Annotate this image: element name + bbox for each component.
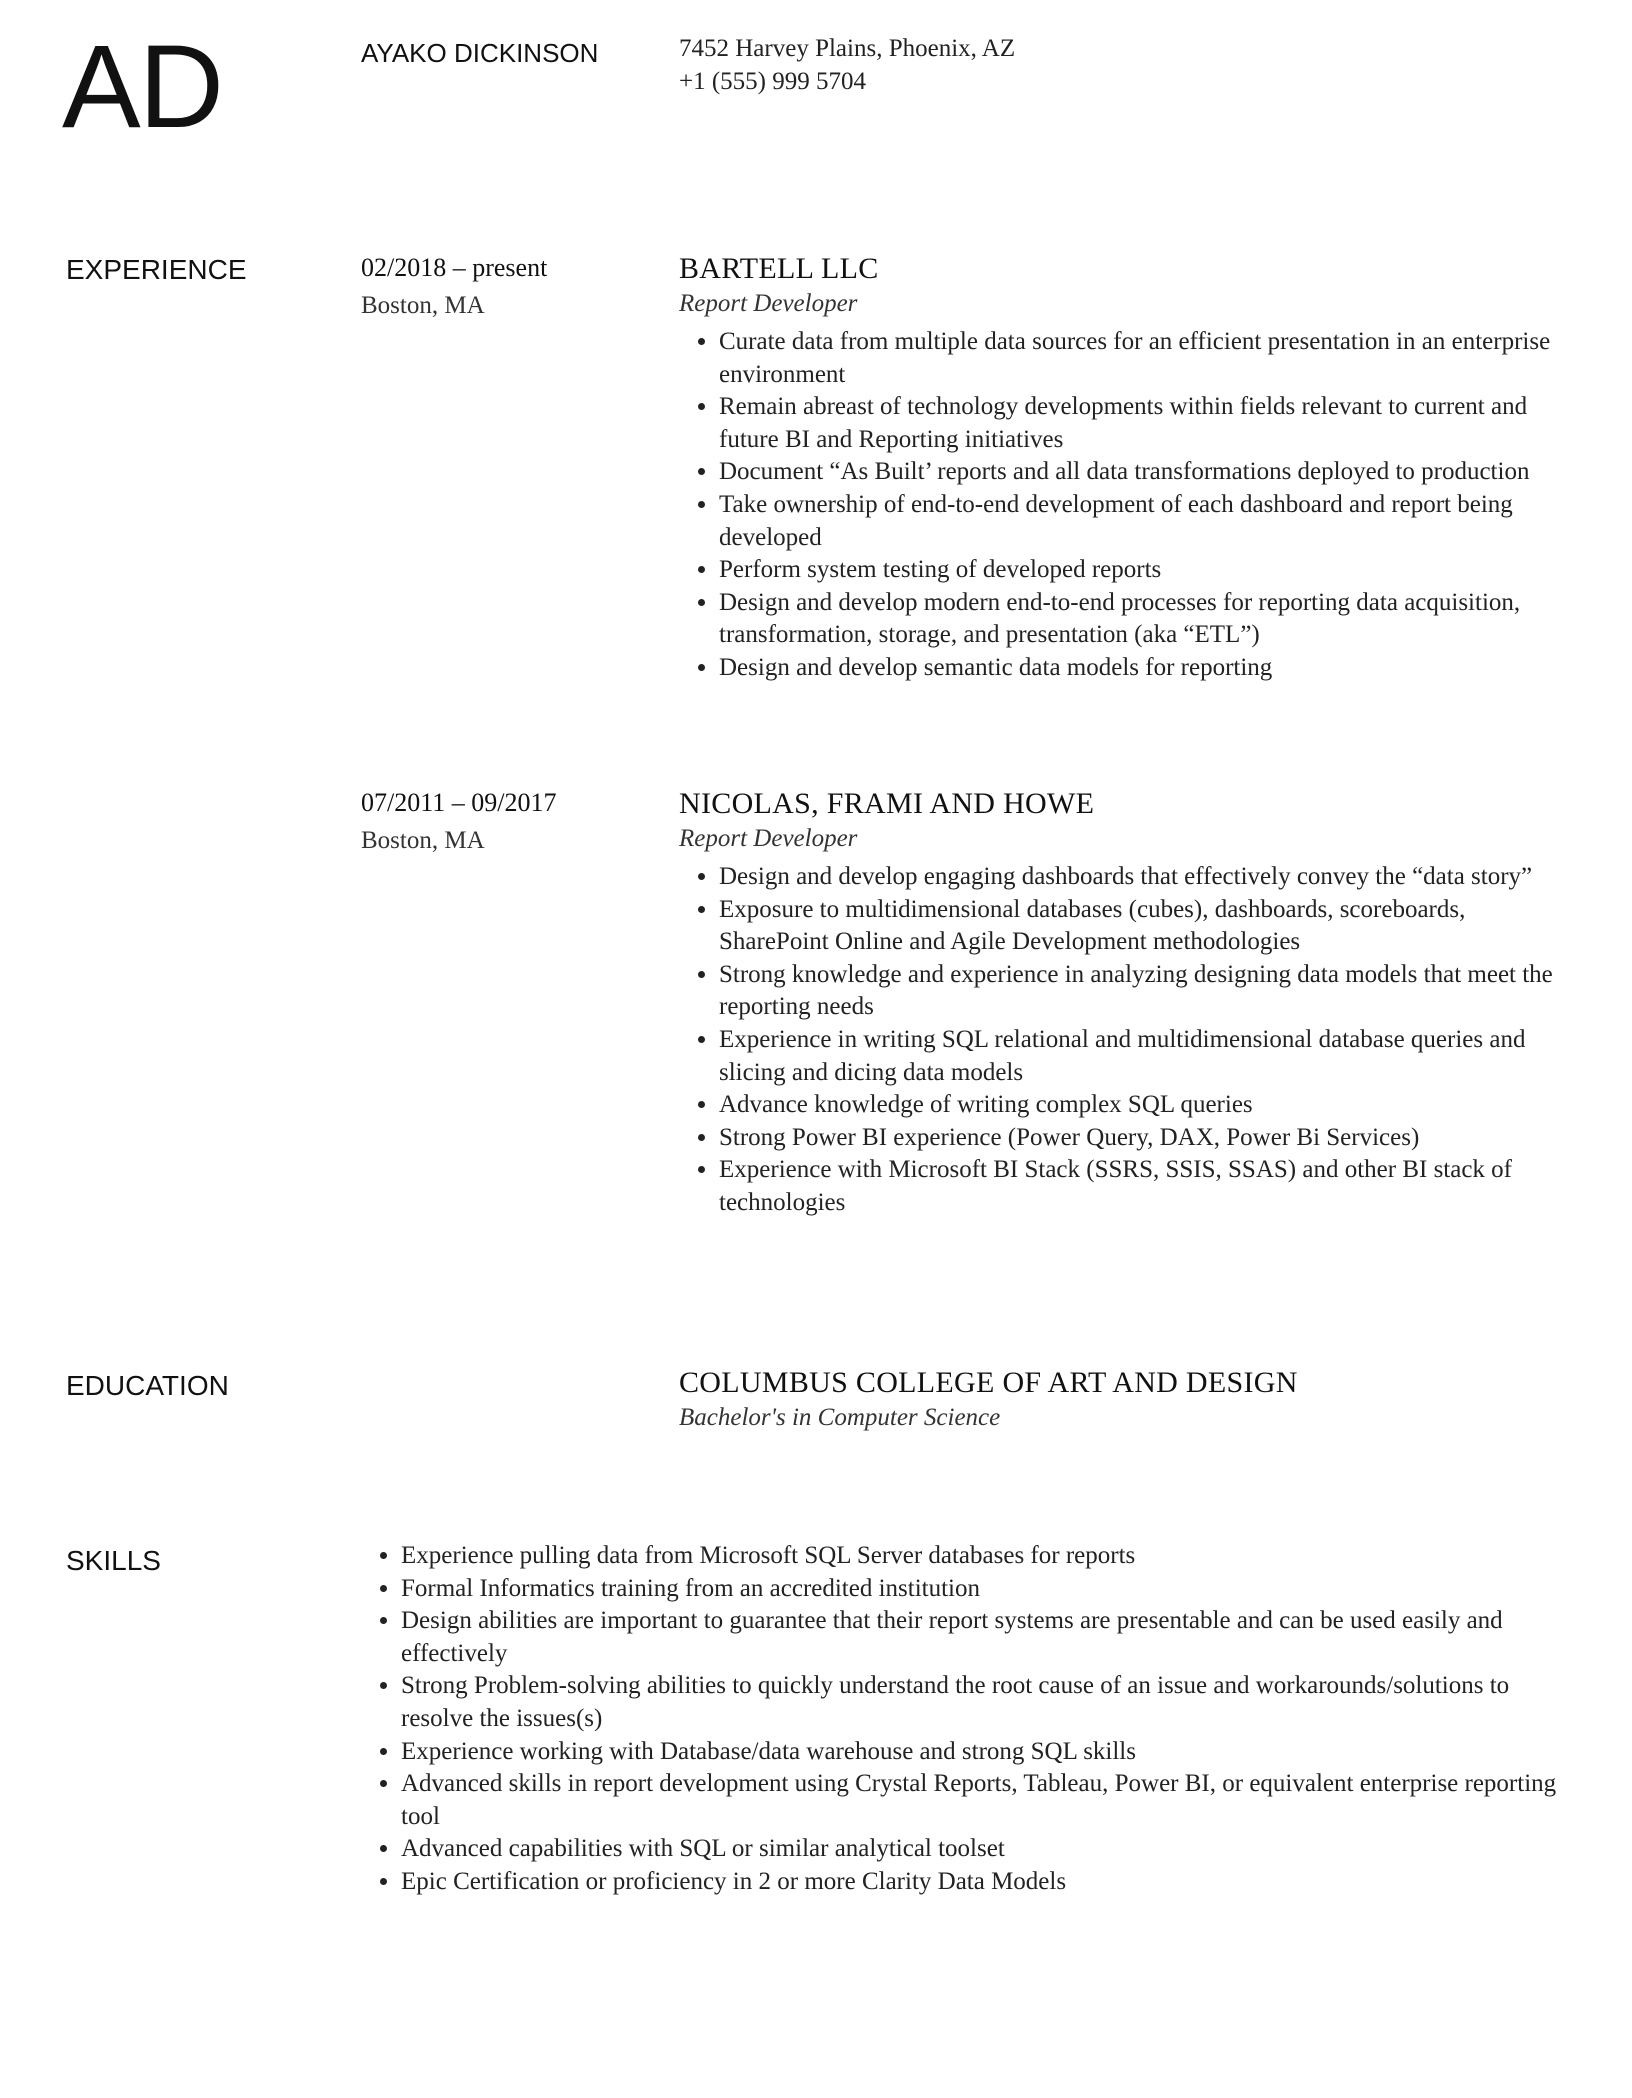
school-name: COLUMBUS COLLEGE OF ART AND DESIGN xyxy=(679,1366,1298,1399)
candidate-name: AYAKO DICKINSON xyxy=(361,38,599,68)
list-item: • Design abilities are important to guarantee that their report systems are presentable and can be used easily and effectively xyxy=(401,1605,1561,1670)
section-title-skills: SKILLS xyxy=(66,1545,161,1576)
degree: Bachelor's in Computer Science xyxy=(679,1404,1001,1431)
job-dates: 07/2011 – 09/2017 xyxy=(361,788,557,817)
address: 7452 Harvey Plains, Phoenix, AZ xyxy=(679,35,1016,62)
list-item: • Strong Power BI experience (Power Query, DAX, Power Bi Services) xyxy=(719,1122,1559,1155)
phone: +1 (555) 999 5704 xyxy=(679,68,866,95)
list-item: • Formal Informatics training from an accredited institution xyxy=(401,1573,1561,1606)
list-item: • Advanced skills in report development using Crystal Reports, Tableau, Power BI, or equivalent enterprise reporting tool xyxy=(401,1768,1561,1833)
job-details xyxy=(679,787,1559,1220)
job-bullets xyxy=(679,861,1559,1220)
job-role: Report Developer xyxy=(679,290,858,317)
list-item: • Design and develop semantic data models for reporting xyxy=(719,652,1559,685)
list-item: • Design and develop modern end-to-end processes for reporting data acquisition, transformation, storage, and presentation (aka “ETL”) xyxy=(719,587,1559,652)
job-location: Boston, MA xyxy=(361,292,485,319)
list-item: • Perform system testing of developed reports xyxy=(719,554,1559,587)
job-details xyxy=(679,252,1559,685)
company-name: BARTELL LLC xyxy=(679,252,879,285)
list-item: • Design and develop engaging dashboards that effectively convey the “data story” xyxy=(719,861,1559,894)
list-item: • Take ownership of end-to-end development of each dashboard and report being developed xyxy=(719,489,1559,554)
contact-info xyxy=(679,32,1015,98)
monogram: AD xyxy=(62,21,222,153)
education-entry xyxy=(679,1366,1559,1434)
job-location: Boston, MA xyxy=(361,827,485,854)
job-role: Report Developer xyxy=(679,825,858,852)
list-item: • Exposure to multidimensional databases (cubes), dashboards, scoreboards, SharePoint Online and Agile Development methodologies xyxy=(719,894,1559,959)
skills-bullets xyxy=(361,1540,1561,1899)
section-title-experience: EXPERIENCE xyxy=(66,254,247,285)
list-item: • Experience working with Database/data warehouse and strong SQL skills xyxy=(401,1736,1561,1769)
list-item: • Experience in writing SQL relational and multidimensional database queries and slicing and dicing data models xyxy=(719,1024,1559,1089)
company-name: NICOLAS, FRAMI AND HOWE xyxy=(679,787,1095,820)
list-item: • Strong Problem-solving abilities to quickly understand the root cause of an issue and workarounds/solutions to resolve the issues(s) xyxy=(401,1670,1561,1735)
skills-list xyxy=(361,1540,1561,1899)
list-item: • Epic Certification or proficiency in 2 or more Clarity Data Models xyxy=(401,1866,1561,1899)
list-item: • Experience with Microsoft BI Stack (SSRS, SSIS, SSAS) and other BI stack of technologies xyxy=(719,1154,1559,1219)
list-item: • Advanced capabilities with SQL or similar analytical toolset xyxy=(401,1833,1561,1866)
list-item: • Experience pulling data from Microsoft SQL Server databases for reports xyxy=(401,1540,1561,1573)
list-item: • Remain abreast of technology developments within fields relevant to current and future BI and Reporting initiatives xyxy=(719,391,1559,456)
list-item: • Strong knowledge and experience in analyzing designing data models that meet the reporting needs xyxy=(719,959,1559,1024)
job-dates: 02/2018 – present xyxy=(361,253,548,282)
list-item: • Curate data from multiple data sources for an efficient presentation in an enterprise environment xyxy=(719,326,1559,391)
list-item: • Advance knowledge of writing complex SQL queries xyxy=(719,1089,1559,1122)
section-title-education: EDUCATION xyxy=(66,1370,229,1401)
job-bullets xyxy=(679,326,1559,685)
list-item: • Document “As Built’ reports and all data transformations deployed to production xyxy=(719,456,1559,489)
